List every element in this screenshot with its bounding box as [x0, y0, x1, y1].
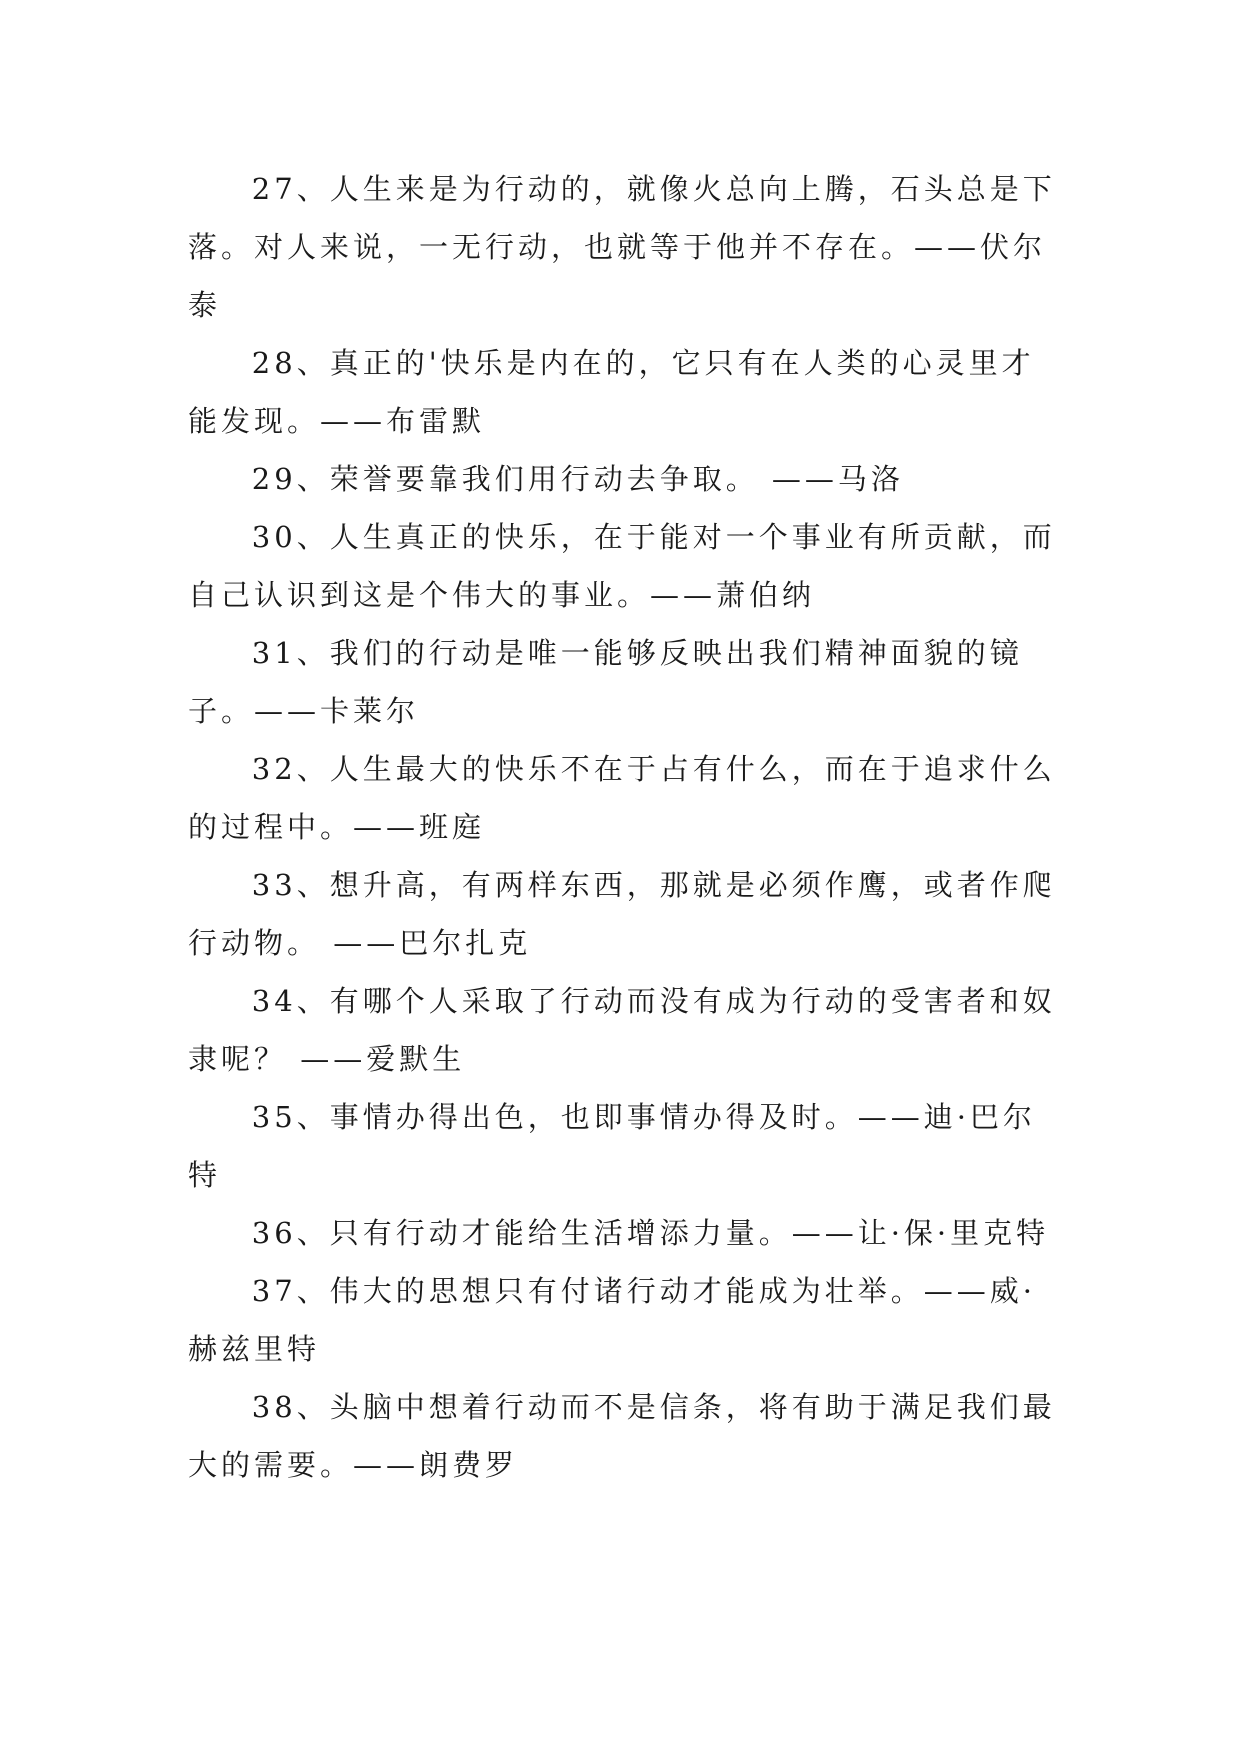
quote-31: 31、我们的行动是唯一能够反映出我们精神面貌的镜子。——卡莱尔 [188, 636, 1023, 728]
quote-32: 32、人生最大的快乐不在于占有什么，而在于追求什么的过程中。——班庭 [188, 752, 1056, 844]
quote-37: 37、伟大的思想只有付诸行动才能成为壮举。——威·赫兹里特 [188, 1274, 1036, 1366]
quote-28: 28、真正的'快乐是内在的，它只有在人类的心灵里才能发现。——布雷默 [188, 346, 1035, 438]
quote-33: 33、想升高，有两样东西，那就是必须作鹰，或者作爬行动物。 ——巴尔扎克 [188, 868, 1056, 960]
quote-list [188, 160, 1058, 1494]
quote-29: 29、荣誉要靠我们用行动去争取。 ——马洛 [251, 462, 904, 496]
quote-36: 36、只有行动才能给生活增添力量。——让·保·里克特 [251, 1216, 1050, 1250]
quote-38: 38、头脑中想着行动而不是信条，将有助于满足我们最大的需要。——朗费罗 [188, 1390, 1056, 1482]
quote-35: 35、事情办得出色，也即事情办得及时。——迪·巴尔特 [188, 1100, 1036, 1192]
quote-30: 30、人生真正的快乐，在于能对一个事业有所贡献，而自己认识到这是个伟大的事业。——萧伯纳 [188, 520, 1056, 612]
quote-27: 27、人生来是为行动的，就像火总向上腾，石头总是下落。对人来说，一无行动，也就等于他并不存在。——伏尔泰 [188, 172, 1056, 322]
quote-34: 34、有哪个人采取了行动而没有成为行动的受害者和奴隶呢？ ——爱默生 [188, 984, 1056, 1076]
